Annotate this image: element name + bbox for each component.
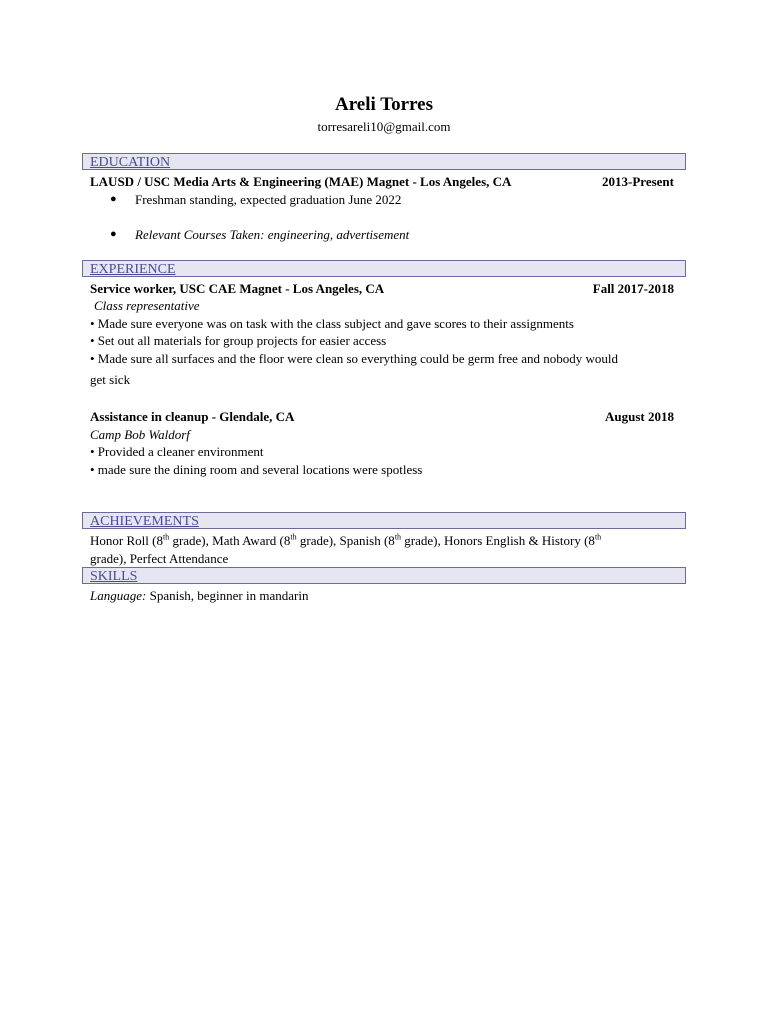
job-bullet: • Provided a cleaner environment [90, 444, 264, 459]
job-title: Service worker, USC CAE Magnet - Los Angeles, CA [90, 281, 385, 296]
achievements-text: grade), Math Award (8 [169, 533, 291, 548]
ordinal-suffix: th [394, 532, 402, 542]
job-bullet: • Made sure everyone was on task with the class subject and gave scores to their assignments [90, 316, 574, 331]
achievements-text: grade), Spanish (8 [296, 533, 395, 548]
job-title: Assistance in cleanup - Glendale, CA [90, 409, 295, 424]
job-dates: August 2018 [605, 409, 674, 424]
skills-heading: SKILLS [82, 567, 686, 584]
job-bullet: • Set out all materials for group projects for easier access [90, 333, 387, 348]
bullet-dot-icon: ● [110, 193, 117, 205]
bullet-dot-icon: ● [110, 228, 117, 240]
job-bullet: • made sure the dining room and several locations were spotless [90, 462, 423, 477]
achievements-text: Honor Roll (8 [90, 533, 163, 548]
job-bullet: get sick [90, 372, 131, 387]
education-dates: 2013-Present [602, 174, 674, 189]
education-school: LAUSD / USC Media Arts & Engineering (MAE) Magnet - Los Angeles, CA [90, 174, 512, 189]
experience-heading: EXPERIENCE [82, 260, 686, 277]
education-heading: EDUCATION [82, 153, 686, 170]
skills-value: Spanish, beginner in mandarin [146, 588, 309, 603]
job-dates: Fall 2017-2018 [592, 281, 674, 296]
job-role: Camp Bob Waldorf [90, 427, 190, 442]
achievements-text: grade), Honors English & History (8 [401, 533, 595, 548]
ordinal-suffix: th [594, 532, 602, 542]
education-bullet-1: Freshman standing, expected graduation June 2022 [135, 192, 402, 207]
achievements-heading: ACHIEVEMENTS [82, 512, 686, 529]
skills-line [90, 588, 308, 604]
ordinal-suffix: th [162, 532, 170, 542]
achievements-line-1 [90, 533, 601, 549]
education-bullet-2: Relevant Courses Taken: engineering, advertisement [135, 227, 410, 242]
job-role: Class representative [94, 298, 200, 313]
candidate-name: Areli Torres [335, 94, 433, 115]
ordinal-suffix: th [290, 532, 297, 542]
job-bullet: • Made sure all surfaces and the floor were clean so everything could be germ free and nobody would [90, 351, 618, 366]
skills-label: Language: [90, 588, 147, 603]
candidate-email: torresareli10@gmail.com [317, 119, 451, 134]
achievements-line-2: grade), Perfect Attendance [90, 551, 229, 566]
